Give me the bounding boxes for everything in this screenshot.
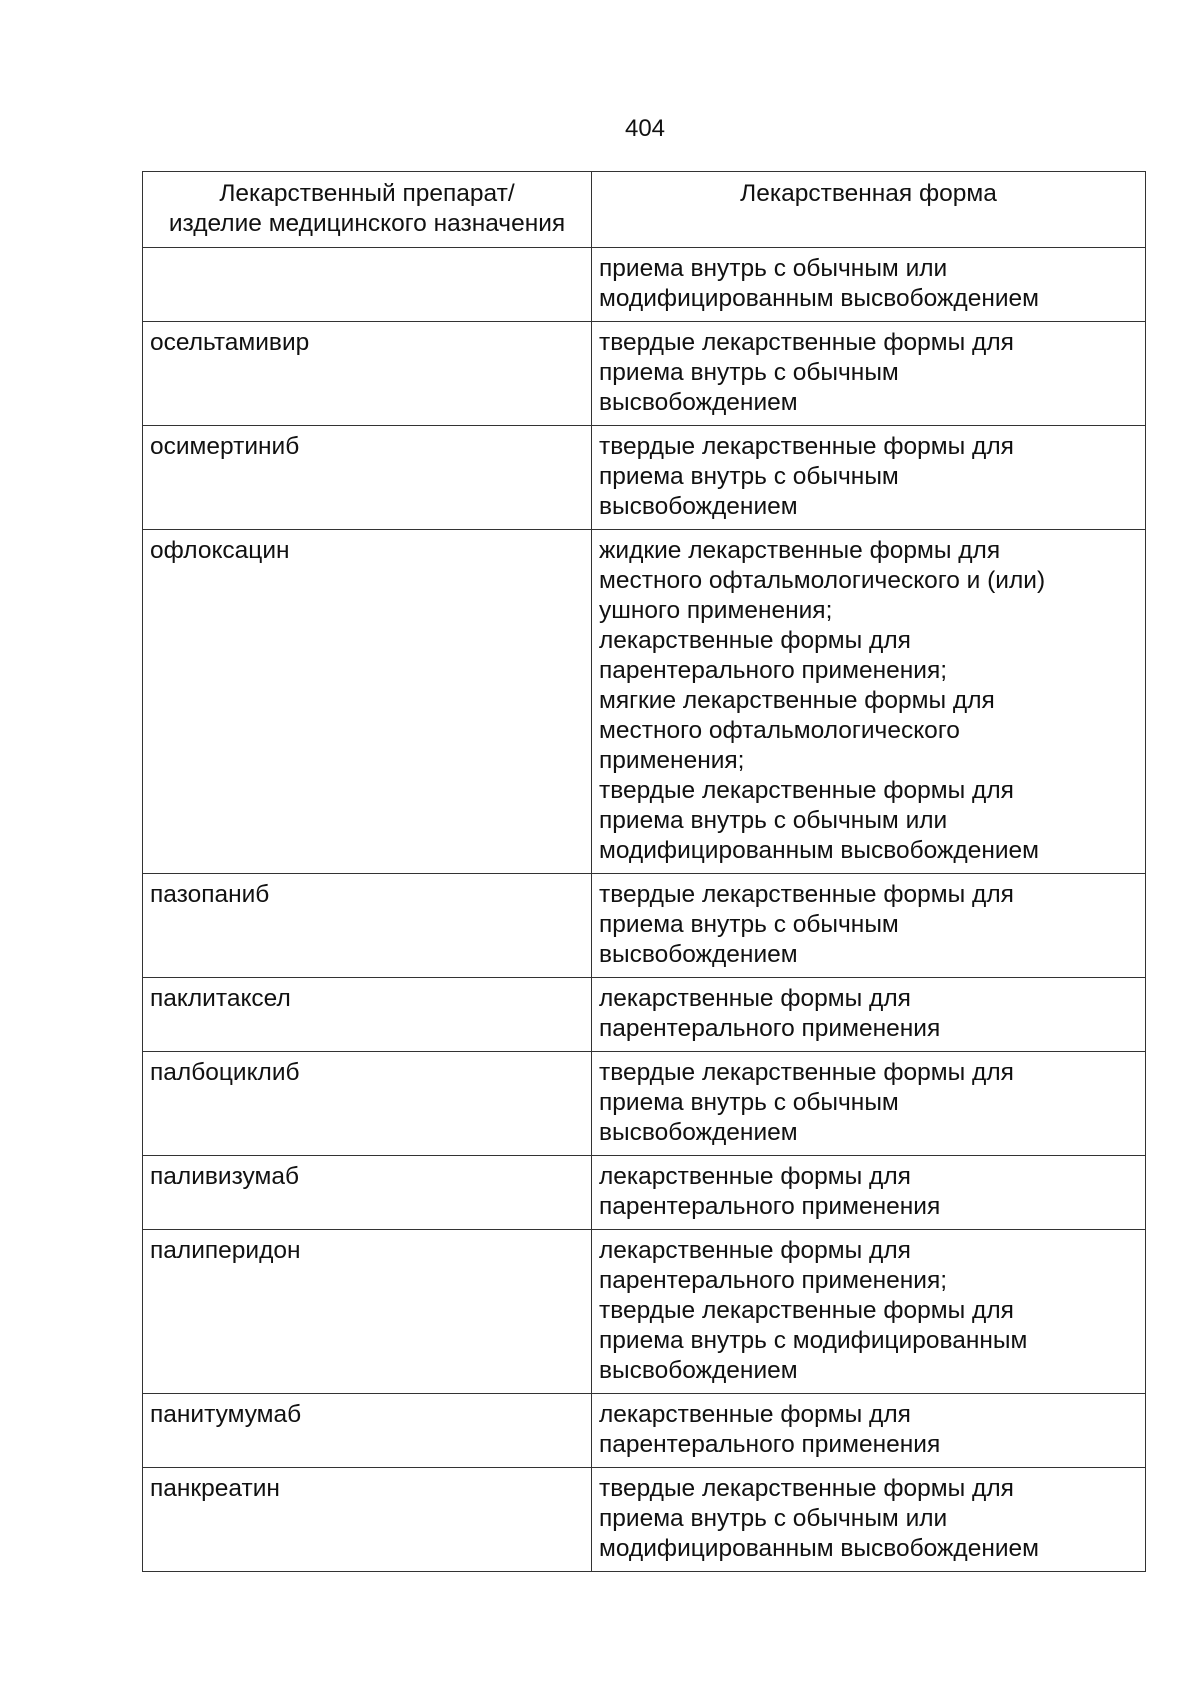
table-row [143,874,1146,978]
form-line: парентерального применения [599,1015,941,1042]
form-line: жидкие лекарственные формы для [599,537,1001,564]
form-line: применения; [599,747,745,774]
header-form-line: Лекарственная форма [740,180,997,207]
header-drug-line: изделие медицинского назначения [168,210,566,237]
drug-cell: осимертиниб [143,426,592,530]
table-row [143,1468,1146,1572]
table-header [143,172,1146,248]
form-line: лекарственные формы для [599,1237,911,1264]
form-line: парентерального применения; [599,657,948,684]
form-cell [592,426,1146,530]
form-line: лекарственные формы для [599,1401,911,1428]
header-row [143,172,1146,248]
table-row [143,1394,1146,1468]
form-line: местного офтальмологического и (или) [599,567,1046,594]
form-line: твердые лекарственные формы для [599,329,1014,356]
form-line: высвобождением [599,941,798,968]
form-cell [592,1394,1146,1468]
drug-cell: осельтамивир [143,322,592,426]
table-body [143,248,1146,1572]
drug-cell: панкреатин [143,1468,592,1572]
table-row [143,1052,1146,1156]
form-line: парентерального применения; [599,1267,948,1294]
table-row [143,322,1146,426]
form-line: твердые лекарственные формы для [599,1475,1014,1502]
drug-cell: пазопаниб [143,874,592,978]
form-line: твердые лекарственные формы для [599,881,1014,908]
form-line: приема внутрь с обычным [599,1089,899,1116]
form-line: твердые лекарственные формы для [599,1297,1014,1324]
form-line: приема внутрь с обычным или [599,807,948,834]
form-line: модифицированным высвобождением [599,1535,1040,1562]
form-cell [592,322,1146,426]
table-row [143,978,1146,1052]
table-row [143,426,1146,530]
drug-cell: офлоксацин [143,530,592,874]
form-cell [592,978,1146,1052]
form-line: высвобождением [599,493,798,520]
drug-cell: панитумумаб [143,1394,592,1468]
form-line: приема внутрь с модифицированным [599,1327,1028,1354]
form-line: лекарственные формы для [599,985,911,1012]
drug-cell: паливизумаб [143,1156,592,1230]
form-line: высвобождением [599,1119,798,1146]
form-line: лекарственные формы для [599,1163,911,1190]
form-line: высвобождением [599,1357,798,1384]
form-line: модифицированным высвобождением [599,285,1040,312]
drug-cell: паклитаксел [143,978,592,1052]
form-line: приема внутрь с обычным или [599,255,948,282]
form-line: твердые лекарственные формы для [599,1059,1014,1086]
form-line: парентерального применения [599,1431,941,1458]
form-line: ушного применения; [599,597,833,624]
form-line: лекарственные формы для [599,627,911,654]
table-row [143,530,1146,874]
table-row [143,248,1146,322]
header-drug [143,172,592,248]
form-cell [592,530,1146,874]
header-form [592,172,1146,248]
drug-cell: палиперидон [143,1230,592,1394]
form-cell [592,1156,1146,1230]
form-cell [592,1468,1146,1572]
drug-cell [143,248,592,322]
form-line: высвобождением [599,389,798,416]
table-row [143,1230,1146,1394]
form-cell [592,1230,1146,1394]
form-line: приема внутрь с обычным или [599,1505,948,1532]
form-line: местного офтальмологического [599,717,960,744]
form-line: парентерального применения [599,1193,941,1220]
form-line: модифицированным высвобождением [599,837,1040,864]
form-cell [592,248,1146,322]
page-number: 404 [624,115,666,142]
form-cell [592,874,1146,978]
form-line: твердые лекарственные формы для [599,433,1014,460]
form-line: твердые лекарственные формы для [599,777,1014,804]
drug-cell: палбоциклиб [143,1052,592,1156]
form-line: приема внутрь с обычным [599,911,899,938]
drug-table [142,171,1146,1572]
header-drug-line: Лекарственный препарат/ [219,180,515,207]
form-cell [592,1052,1146,1156]
table-row [143,1156,1146,1230]
form-line: мягкие лекарственные формы для [599,687,995,714]
form-line: приема внутрь с обычным [599,359,899,386]
form-line: приема внутрь с обычным [599,463,899,490]
